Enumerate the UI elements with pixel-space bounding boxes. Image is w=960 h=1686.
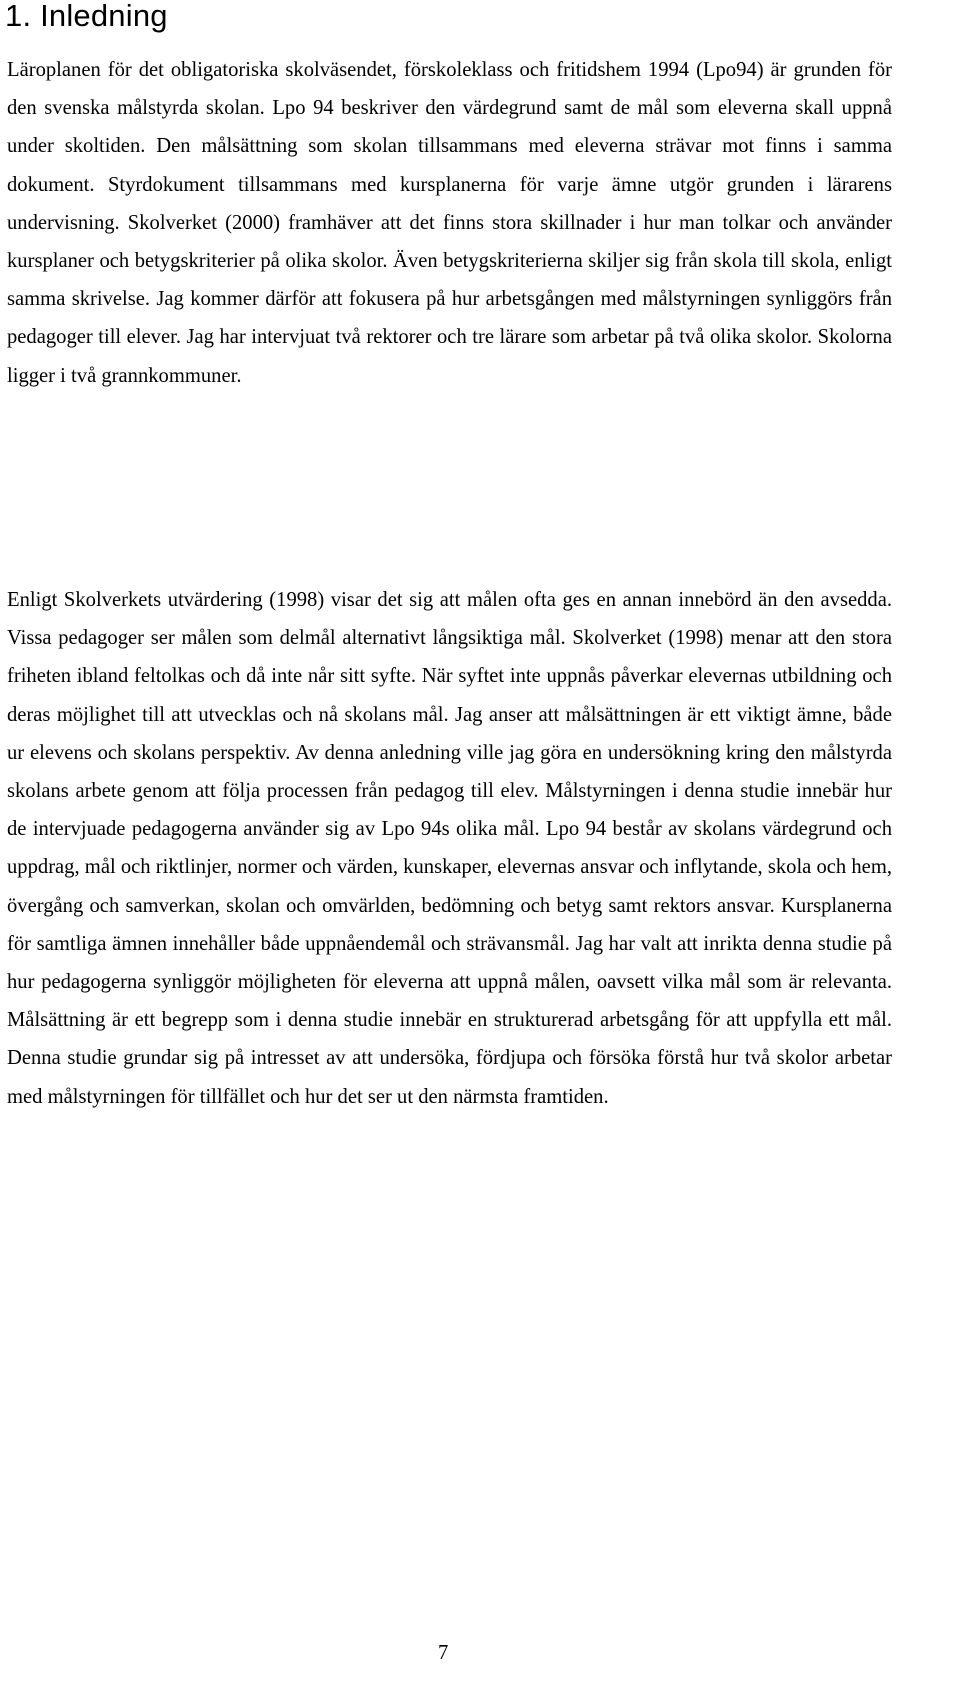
paragraph-2: Enligt Skolverkets utvärdering (1998) visar det sig att målen ofta ges en annan innebörd än den avsedda. Vissa pedagoger ser målen som delmål alternativt långsiktiga mål. Skolverket (1998) menar att den stora friheten ibland feltolkas och då inte når sitt syfte. När syftet inte uppnås påverkar elevernas utbildning och deras möjlighet till att utvecklas och nå skolans mål. Jag anser att målsättningen är ett viktigt ämne, både ur elevens och skolans perspektiv. Av denna anledning ville jag göra en undersökning kring den målstyrda skolans arbete genom att följa processen från pedagog till elev. Målstyrningen i denna studie innebär hur de intervjuade pedagogerna använder sig av Lpo 94s olika mål. Lpo 94 består av skolans värdegrund och uppdrag, mål och riktlinjer, normer och värden, kunskaper, elevernas ansvar och inflytande, skola och hem, övergång och samverkan, skolan och omvärlden, bedömning och betyg samt rektors ansvar. Kursplanerna för samtliga ämnen innehåller både uppnåendemål och strävansmål. Jag har valt att inrikta denna studie på hur pedagogerna synliggör möjligheten för eleverna att uppnå målen, oavsett vilka mål som är relevanta. Målsättning är ett begrepp som i denna studie innebär en strukturerad arbetsgång för att uppfylla ett mål. Denna studie grundar sig på intresset av att undersöka, fördjupa och försöka förstå hur två skolor arbetar med målstyrningen för tillfället och hur det ser ut den närmsta framtiden. (7, 589, 892, 1108)
section-heading: 1. Inledning (5, 0, 168, 33)
page-number: 7 (438, 1642, 449, 1664)
paragraph-1: Läroplanen för det obligatoriska skolväsendet, förskoleklass och fritidshem 1994 (Lpo94) är grunden för den svenska målstyrda skolan. Lpo 94 beskriver den värdegrund samt de mål som eleverna skall uppnå under skoltiden. Den målsättning som skolan tillsammans med eleverna strävar mot finns i samma dokument. Styrdokument tillsammans med kursplanerna för varje ämne utgör grunden i lärarens undervisning. Skolverket (2000) framhäver att det finns stora skillnader i hur man tolkar och använder kursplaner och betygskriterier på olika skolor. Även betygskriterierna skiljer sig från skola till skola, enligt samma skrivelse. Jag kommer därför att fokusera på hur arbetsgången med målstyrningen synliggörs från pedagoger till elever. Jag har intervjuat två rektorer och tre lärare som arbetar på två olika skolor. Skolorna ligger i två grannkommuner. (7, 59, 892, 387)
